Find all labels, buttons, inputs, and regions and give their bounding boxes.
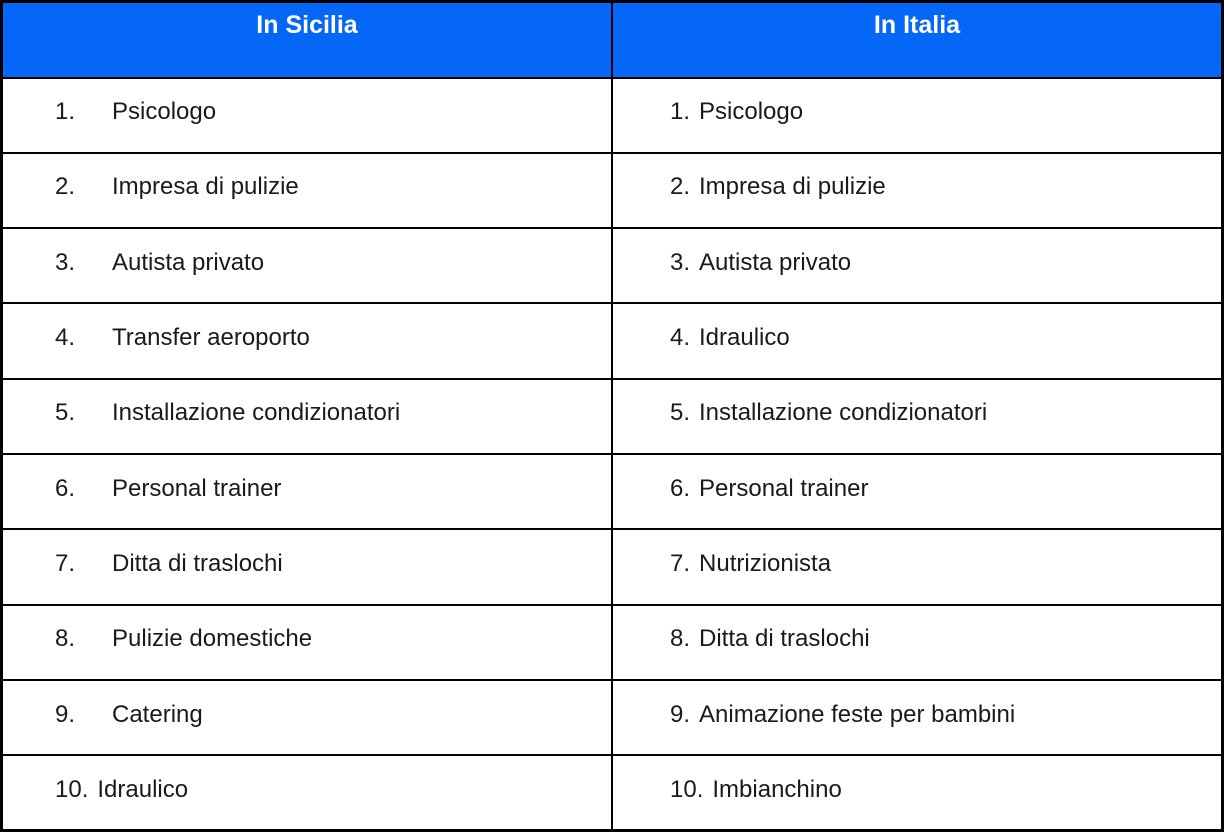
header-row <box>2 2 1223 78</box>
italia-item-cell <box>612 228 1223 303</box>
table-row <box>2 605 1223 680</box>
table-row <box>2 680 1223 755</box>
italia-item-cell <box>612 755 1223 830</box>
item-number: 9. <box>670 700 691 728</box>
sicilia-item-cell <box>2 454 613 529</box>
sicilia-item-cell <box>2 153 613 228</box>
sicilia-item-cell <box>2 228 613 303</box>
item-number: 5. <box>55 399 76 427</box>
item-number: 8. <box>670 625 691 653</box>
item-label: Impresa di pulizie <box>112 173 299 201</box>
item-label: Installazione condizionatori <box>699 399 988 427</box>
item-number: 6. <box>55 474 76 502</box>
italia-item-cell <box>612 605 1223 680</box>
table-row <box>2 153 1223 228</box>
item-label: Pulizie domestiche <box>112 625 313 653</box>
item-number: 10. <box>670 775 704 803</box>
item-label: Animazione feste per bambini <box>699 700 1016 728</box>
item-number: 6. <box>670 474 691 502</box>
sicilia-item-cell <box>2 755 613 830</box>
item-label: Transfer aeroporto <box>112 324 310 352</box>
table-row <box>2 78 1223 153</box>
item-label: Ditta di traslochi <box>112 549 283 577</box>
item-label: Imbianchino <box>712 775 842 803</box>
item-label: Impresa di pulizie <box>699 173 886 201</box>
item-number: 5. <box>670 399 691 427</box>
item-label: Nutrizionista <box>699 549 832 577</box>
item-number: 9. <box>55 700 76 728</box>
item-number: 8. <box>55 625 76 653</box>
item-label: Idraulico <box>699 324 790 352</box>
table-row <box>2 529 1223 604</box>
item-label: Psicologo <box>699 98 804 126</box>
item-label: Personal trainer <box>699 474 869 502</box>
item-label: Personal trainer <box>112 474 282 502</box>
item-number: 3. <box>670 248 691 276</box>
header-cell-sicilia: In Sicilia <box>2 2 613 78</box>
item-label: Installazione condizionatori <box>112 399 401 427</box>
header-cell-italia: In Italia <box>612 2 1223 78</box>
table-row <box>2 228 1223 303</box>
item-label: Autista privato <box>112 248 265 276</box>
italia-item-cell <box>612 303 1223 378</box>
item-number: 2. <box>55 173 76 201</box>
item-label: Autista privato <box>699 248 852 276</box>
item-label: Idraulico <box>97 775 189 803</box>
item-number: 2. <box>670 173 691 201</box>
italia-item-cell <box>612 153 1223 228</box>
item-number: 7. <box>670 549 691 577</box>
item-number: 7. <box>55 549 76 577</box>
item-number: 3. <box>55 248 76 276</box>
item-number: 1. <box>55 98 76 126</box>
item-number: 4. <box>670 324 691 352</box>
italia-item-cell <box>612 78 1223 153</box>
sicilia-item-cell <box>2 529 613 604</box>
sicilia-item-cell <box>2 303 613 378</box>
table-body <box>2 78 1223 831</box>
item-number: 4. <box>55 324 76 352</box>
table-row <box>2 454 1223 529</box>
item-number: 1. <box>670 98 691 126</box>
italia-item-cell <box>612 680 1223 755</box>
table-row <box>2 303 1223 378</box>
italia-item-cell <box>612 529 1223 604</box>
item-label: Catering <box>112 700 203 728</box>
sicilia-item-cell <box>2 379 613 454</box>
item-label: Psicologo <box>112 98 217 126</box>
table-row <box>2 755 1223 830</box>
sicilia-item-cell <box>2 680 613 755</box>
table-row <box>2 379 1223 454</box>
item-number: 10. <box>55 775 89 803</box>
sicilia-item-cell <box>2 605 613 680</box>
sicilia-item-cell <box>2 78 613 153</box>
italia-item-cell <box>612 454 1223 529</box>
italia-item-cell <box>612 379 1223 454</box>
item-label: Ditta di traslochi <box>699 625 870 653</box>
